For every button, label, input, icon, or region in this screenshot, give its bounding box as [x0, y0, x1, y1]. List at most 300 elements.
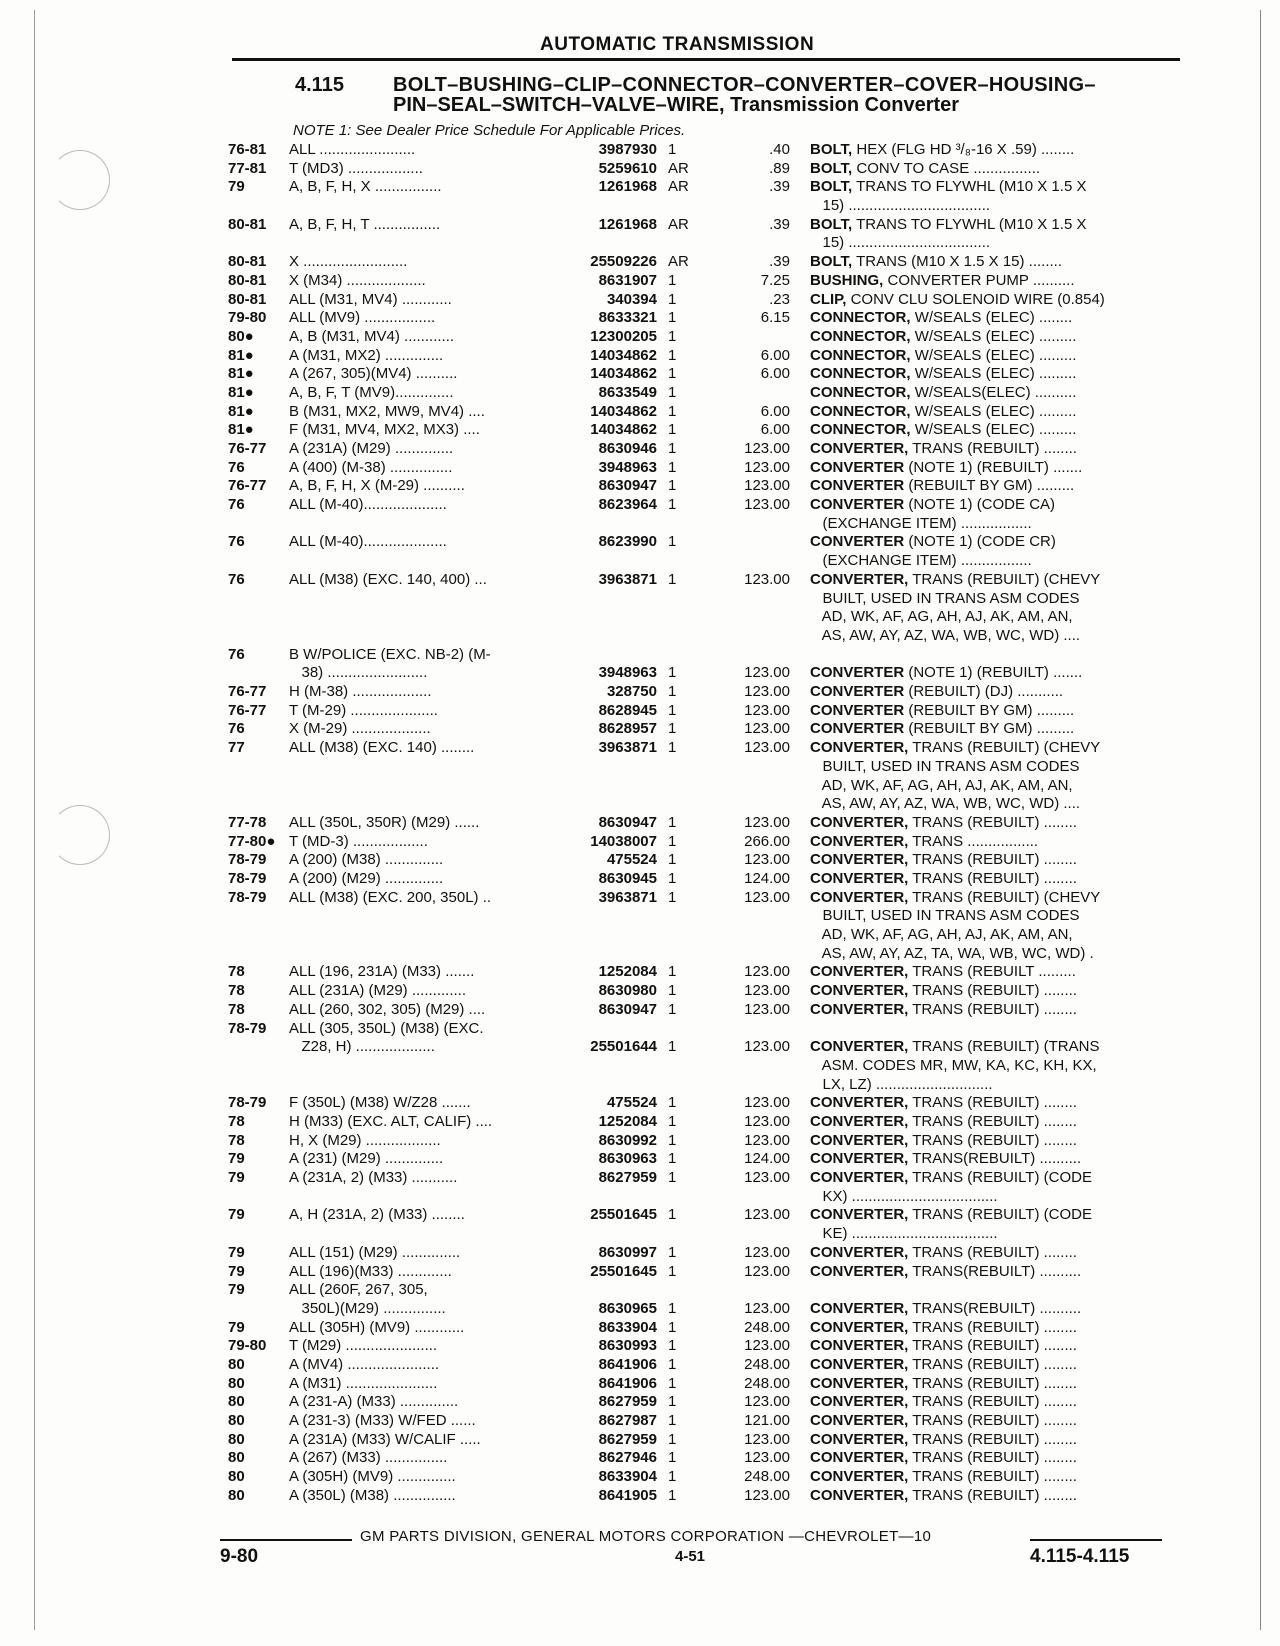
- part-model: H, X (M29) ..................: [289, 1131, 441, 1149]
- description-keyword: CLIP,: [810, 290, 847, 308]
- description-line: [810, 1356, 1175, 1375]
- part-quantity: 1: [668, 383, 677, 401]
- part-price: .23: [769, 290, 790, 308]
- part-quantity: 1: [668, 683, 677, 701]
- description-text: LX, LZ) ............................: [810, 1075, 993, 1093]
- description-line: [810, 758, 1175, 777]
- part-number: 8627959: [598, 1430, 657, 1448]
- part-description: [810, 1487, 1175, 1506]
- part-description: [810, 403, 1175, 422]
- part-years: 81●: [228, 402, 254, 420]
- part-years: 76: [228, 645, 245, 663]
- part-quantity: 1: [668, 832, 677, 850]
- description-text: TRANS (REBUILT) ........: [908, 851, 1077, 869]
- description-text: (REBUILT) (DJ) ...........: [904, 683, 1064, 701]
- part-years: 79: [228, 1262, 245, 1280]
- description-line: [810, 141, 1175, 160]
- part-quantity: 1: [668, 570, 677, 588]
- description-text: CONV TO CASE ................: [852, 159, 1041, 177]
- part-quantity: 1: [668, 1393, 677, 1411]
- part-description: [810, 963, 1175, 982]
- part-row: [0, 720, 1280, 739]
- part-price: 6.00: [760, 421, 790, 439]
- part-years: 76: [228, 720, 245, 738]
- part-years: 80: [228, 1355, 245, 1373]
- part-price: 123.00: [744, 477, 790, 495]
- part-description: [810, 739, 1175, 814]
- part-number: 328750: [606, 683, 657, 701]
- description-line: [810, 608, 1175, 627]
- part-model: A (231-3) (M33) W/FED ......: [289, 1412, 476, 1430]
- description-keyword: CONVERTER,: [810, 1412, 909, 1430]
- part-description: [810, 533, 1175, 570]
- description-keyword: CONVERTER,: [810, 963, 909, 981]
- description-text: (NOTE 1) (CODE CA): [904, 496, 1056, 514]
- part-description: [810, 1263, 1175, 1282]
- part-quantity: 1: [668, 851, 677, 869]
- description-line: [810, 664, 1175, 683]
- description-line: [810, 496, 1175, 515]
- part-description: [810, 1431, 1175, 1450]
- description-text: TRANS (REBUILT) ........: [908, 1412, 1077, 1430]
- part-years: 80: [228, 1486, 245, 1504]
- footer-date: 9-80: [220, 1546, 259, 1567]
- part-row: [0, 1412, 1280, 1431]
- description-keyword: CONVERTER,: [810, 1169, 909, 1187]
- description-keyword: CONVERTER: [810, 683, 905, 701]
- part-years: 79: [228, 178, 245, 196]
- part-row: [0, 571, 1280, 646]
- description-line: [810, 702, 1175, 721]
- part-row: [0, 1356, 1280, 1375]
- section-title-line2-plain: Transmission Converter: [724, 94, 960, 116]
- part-description: [810, 1449, 1175, 1468]
- description-text: (REBUILT BY GM) .........: [904, 720, 1075, 738]
- part-quantity: 1: [668, 271, 677, 289]
- part-row: [0, 440, 1280, 459]
- part-description: [810, 178, 1175, 215]
- part-model: ALL (M31, MV4) ............: [289, 290, 452, 308]
- part-description: [810, 141, 1175, 160]
- part-price: .39: [769, 178, 790, 196]
- part-price: 6.15: [760, 309, 790, 327]
- part-description: [810, 216, 1175, 253]
- section-title-line2-bold: PIN–SEAL–SWITCH–VALVE–WIRE,: [393, 94, 725, 116]
- description-text: CONVERTER PUMP ..........: [883, 271, 1075, 289]
- part-years: 80-81: [228, 215, 267, 233]
- part-quantity: 1: [668, 1412, 677, 1430]
- part-description: [810, 1001, 1175, 1020]
- part-description: [810, 1244, 1175, 1263]
- part-row: [0, 1393, 1280, 1412]
- description-line: [810, 590, 1175, 609]
- part-model: A (231A) (M33) W/CALIF .....: [289, 1430, 481, 1448]
- description-keyword: CONVERTER: [810, 720, 905, 738]
- part-price: 6.00: [760, 365, 790, 383]
- description-keyword: CONVERTER,: [810, 440, 909, 458]
- part-description: [810, 272, 1175, 291]
- part-number: 8633904: [598, 1318, 657, 1336]
- description-keyword: CONVERTER,: [810, 813, 909, 831]
- description-line: [810, 309, 1175, 328]
- part-row: [0, 1281, 1280, 1300]
- part-row: [0, 982, 1280, 1001]
- description-keyword: CONNECTOR,: [810, 309, 911, 327]
- part-row: [0, 328, 1280, 347]
- description-text: TRANS (REBUILT) ........: [908, 1318, 1077, 1336]
- part-description: [810, 1468, 1175, 1487]
- footer-rule-left: [220, 1539, 352, 1541]
- part-price: 6.00: [760, 402, 790, 420]
- description-keyword: CONVERTER,: [810, 570, 909, 588]
- part-years: 78-79: [228, 851, 267, 869]
- part-quantity: 1: [668, 309, 677, 327]
- description-line: [810, 1449, 1175, 1468]
- description-line: [810, 440, 1175, 459]
- part-number: 8630965: [598, 1299, 657, 1317]
- part-model: A (M31, MX2) ..............: [289, 346, 444, 364]
- part-number: 340394: [606, 290, 657, 308]
- part-number: 8630945: [598, 869, 657, 887]
- description-text: TRANS TO FLYWHL (M10 X 1.5 X: [852, 215, 1087, 233]
- part-price: 123.00: [744, 1112, 790, 1130]
- part-quantity: 1: [668, 1374, 677, 1392]
- description-keyword: CONVERTER,: [810, 1318, 909, 1336]
- part-description: [810, 1300, 1175, 1319]
- part-quantity: AR: [668, 178, 689, 196]
- part-model: A (267) (M33) ...............: [289, 1449, 448, 1467]
- part-description: [810, 1375, 1175, 1394]
- description-keyword: CONVERTER: [810, 533, 905, 551]
- part-model: A, B, F, H, X (M-29) ..........: [289, 477, 465, 495]
- part-quantity: 1: [668, 888, 677, 906]
- part-description: [810, 889, 1175, 964]
- part-model: T (MD3) ..................: [289, 159, 423, 177]
- description-keyword: CONVERTER: [810, 496, 905, 514]
- description-line: [810, 365, 1175, 384]
- part-years: 77-81: [228, 159, 267, 177]
- part-row: [0, 1263, 1280, 1282]
- description-keyword: BOLT,: [810, 178, 853, 196]
- part-model: ALL (260F, 267, 305,: [289, 1281, 428, 1299]
- part-number: 12300205: [590, 327, 657, 345]
- description-line: [810, 963, 1175, 982]
- part-description: [810, 1094, 1175, 1113]
- description-line: [810, 1094, 1175, 1113]
- part-number: 8633549: [598, 383, 657, 401]
- part-number: 8630992: [598, 1131, 657, 1149]
- description-line: [810, 982, 1175, 1001]
- part-number: 14034862: [590, 346, 657, 364]
- description-text: TRANS (REBUILT) ........: [908, 869, 1077, 887]
- part-row: [0, 403, 1280, 422]
- part-description: [810, 365, 1175, 384]
- part-number: 8633321: [598, 309, 657, 327]
- part-model: ALL (231A) (M29) .............: [289, 982, 467, 1000]
- part-model: A, B, F, H, X ................: [289, 178, 442, 196]
- part-number: 14034862: [590, 365, 657, 383]
- part-model: T (M-29) .....................: [289, 701, 438, 719]
- part-description: [810, 870, 1175, 889]
- part-number: 8641906: [598, 1355, 657, 1373]
- description-text: TRANS (REBUILT) (CODE: [908, 1169, 1092, 1187]
- part-years: 77-80●: [228, 832, 276, 850]
- description-text: BUILT, USED IN TRANS ASM CODES: [810, 757, 1080, 775]
- description-keyword: CONVERTER,: [810, 739, 909, 757]
- description-text: TRANS (REBUILT) ........: [908, 1430, 1077, 1448]
- part-years: 80: [228, 1430, 245, 1448]
- description-text: (EXCHANGE ITEM) .................: [810, 552, 1032, 570]
- description-line: [810, 1300, 1175, 1319]
- part-price: 124.00: [744, 1150, 790, 1168]
- description-line: [810, 926, 1175, 945]
- description-line: [810, 328, 1175, 347]
- part-description: [810, 347, 1175, 366]
- part-years: 80: [228, 1449, 245, 1467]
- part-quantity: 1: [668, 701, 677, 719]
- part-number: 25501644: [590, 1038, 657, 1056]
- part-row: [0, 291, 1280, 310]
- description-line: [810, 234, 1175, 253]
- description-keyword: CONVERTER,: [810, 851, 909, 869]
- part-model: ALL (M38) (EXC. 200, 350L) ..: [289, 888, 492, 906]
- part-model: ALL (305H) (MV9) ............: [289, 1318, 465, 1336]
- part-description: [810, 702, 1175, 721]
- part-years: 76: [228, 496, 245, 514]
- part-row: [0, 253, 1280, 272]
- part-row: [0, 1468, 1280, 1487]
- description-line: [810, 777, 1175, 796]
- description-line: [810, 403, 1175, 422]
- part-model: A (M31) ......................: [289, 1374, 438, 1392]
- part-description: [810, 1169, 1175, 1206]
- part-model: A (200) (M29) ..............: [289, 869, 444, 887]
- description-line: [810, 347, 1175, 366]
- description-line: [810, 1038, 1175, 1057]
- part-description: [810, 160, 1175, 179]
- description-text: TRANS (REBUILT) (CHEVY: [908, 570, 1101, 588]
- description-keyword: CONVERTER,: [810, 1112, 909, 1130]
- part-model: A, H (231A, 2) (M33) ........: [289, 1206, 465, 1224]
- description-keyword: CONVERTER,: [810, 1243, 909, 1261]
- description-keyword: CONVERTER,: [810, 1206, 909, 1224]
- part-model: A (MV4) ......................: [289, 1355, 440, 1373]
- part-model: Z28, H) ...................: [289, 1038, 435, 1056]
- description-text: TRANS TO FLYWHL (M10 X 1.5 X: [852, 178, 1087, 196]
- description-text: W/SEALS (ELEC) .........: [910, 346, 1077, 364]
- part-quantity: 1: [668, 1112, 677, 1130]
- part-model: ALL (M38) (EXC. 140, 400) ...: [289, 570, 487, 588]
- part-quantity: 1: [668, 813, 677, 831]
- part-years: 81●: [228, 383, 254, 401]
- description-keyword: CONVERTER,: [810, 1000, 909, 1018]
- part-row: [0, 889, 1280, 964]
- part-quantity: 1: [668, 1430, 677, 1448]
- part-row: [0, 477, 1280, 496]
- part-model: T (MD-3) ..................: [289, 832, 428, 850]
- part-description: [810, 1337, 1175, 1356]
- part-quantity: 1: [668, 533, 677, 551]
- part-years: 76-77: [228, 683, 267, 701]
- part-model: A, B, F, H, T ................: [289, 215, 441, 233]
- part-price: 123.00: [744, 664, 790, 682]
- description-keyword: CONVERTER,: [810, 1131, 909, 1149]
- part-row: [0, 664, 1280, 683]
- part-years: 78: [228, 982, 245, 1000]
- part-price: 6.00: [760, 346, 790, 364]
- description-line: [810, 421, 1175, 440]
- part-row: [0, 1431, 1280, 1450]
- part-model: A (231) (M29) ..............: [289, 1150, 444, 1168]
- description-line: [810, 178, 1175, 197]
- description-keyword: CONVERTER: [810, 477, 905, 495]
- description-keyword: CONVERTER,: [810, 869, 909, 887]
- part-row: [0, 833, 1280, 852]
- description-keyword: CONVERTER,: [810, 832, 909, 850]
- description-text: (NOTE 1) (REBUILT) .......: [904, 664, 1083, 682]
- part-quantity: 1: [668, 1169, 677, 1187]
- part-number: 8623990: [598, 533, 657, 551]
- description-text: TRANS (REBUILT) ........: [908, 1393, 1077, 1411]
- description-text: TRANS (REBUILT) (CHEVY: [908, 888, 1101, 906]
- footer-publisher: GM PARTS DIVISION, GENERAL MOTORS CORPORATION —CHEVROLET—10: [360, 1528, 932, 1545]
- part-quantity: 1: [668, 421, 677, 439]
- part-number: 8630980: [598, 982, 657, 1000]
- part-years: 78-79: [228, 1019, 267, 1037]
- part-years: 79: [228, 1318, 245, 1336]
- part-row: [0, 963, 1280, 982]
- description-text: TRANS (REBUILT) (CODE: [908, 1206, 1092, 1224]
- part-row: [0, 141, 1280, 160]
- part-description: [810, 1113, 1175, 1132]
- description-text: TRANS (REBUILT) ........: [908, 982, 1077, 1000]
- part-price: .89: [769, 159, 790, 177]
- part-years: 80: [228, 1374, 245, 1392]
- description-line: [810, 1001, 1175, 1020]
- part-price: 248.00: [744, 1318, 790, 1336]
- part-quantity: 1: [668, 402, 677, 420]
- part-price: 123.00: [744, 1169, 790, 1187]
- part-model: A (231-A) (M33) ..............: [289, 1393, 459, 1411]
- part-row: [0, 160, 1280, 179]
- part-row: [0, 216, 1280, 253]
- part-years: 80-81: [228, 290, 267, 308]
- part-quantity: 1: [668, 1131, 677, 1149]
- description-line: [810, 739, 1175, 758]
- part-model: B W/POLICE (EXC. NB-2) (M-: [289, 645, 491, 663]
- part-quantity: 1: [668, 458, 677, 476]
- section-title-line2: [393, 94, 959, 117]
- part-description: [810, 1132, 1175, 1151]
- part-price: 248.00: [744, 1468, 790, 1486]
- part-model: A (305H) (MV9) ..............: [289, 1468, 456, 1486]
- description-line: [810, 253, 1175, 272]
- description-text: TRANS (REBUILT) ........: [908, 1355, 1077, 1373]
- description-text: KE) ...................................: [810, 1225, 998, 1243]
- description-text: TRANS (REBUILT) ........: [908, 1468, 1077, 1486]
- description-line: [810, 1319, 1175, 1338]
- part-number: 14038007: [590, 832, 657, 850]
- part-quantity: 1: [668, 1150, 677, 1168]
- part-number: 1261968: [598, 178, 657, 196]
- part-quantity: AR: [668, 215, 689, 233]
- description-text: 15) ..................................: [810, 234, 991, 252]
- part-price: 123.00: [744, 739, 790, 757]
- description-line: [810, 1337, 1175, 1356]
- part-years: 80: [228, 1468, 245, 1486]
- description-line: [810, 833, 1175, 852]
- description-text: TRANS (REBUILT) ........: [908, 1486, 1077, 1504]
- part-row: [0, 365, 1280, 384]
- description-text: (REBUILT BY GM) .........: [904, 477, 1075, 495]
- description-text: TRANS (REBUILT) (TRANS: [908, 1038, 1100, 1056]
- part-model: F (M31, MV4, MX2, MX3) ....: [289, 421, 480, 439]
- part-model: ALL (196)(M33) .............: [289, 1262, 452, 1280]
- part-description: [810, 683, 1175, 702]
- part-price: 123.00: [744, 813, 790, 831]
- description-text: HEX (FLG HD ³/₈-16 X .59) ........: [852, 141, 1075, 158]
- description-keyword: BUSHING,: [810, 271, 884, 289]
- description-text: TRANS (REBUILT) (CHEVY: [908, 739, 1101, 757]
- description-line: [810, 216, 1175, 235]
- part-price: 123.00: [744, 683, 790, 701]
- description-line: [810, 552, 1175, 571]
- description-text: W/SEALS (ELEC) ........: [910, 309, 1073, 327]
- part-price: 123.00: [744, 1430, 790, 1448]
- part-row: [0, 702, 1280, 721]
- part-model: H (M33) (EXC. ALT, CALIF) ....: [289, 1112, 493, 1130]
- description-line: [810, 1169, 1175, 1188]
- part-model: ALL (MV9) .................: [289, 309, 436, 327]
- part-price: 248.00: [744, 1374, 790, 1392]
- part-years: 78: [228, 1112, 245, 1130]
- description-keyword: BOLT,: [810, 159, 853, 177]
- description-line: [810, 477, 1175, 496]
- part-number: 8627959: [598, 1169, 657, 1187]
- description-keyword: CONVERTER,: [810, 1449, 909, 1467]
- description-text: (NOTE 1) (REBUILT) .......: [904, 458, 1083, 476]
- description-text: AD, WK, AF, AG, AH, AJ, AK, AM, AN,: [810, 926, 1073, 944]
- part-quantity: 1: [668, 1094, 677, 1112]
- part-model: ALL (196, 231A) (M33) .......: [289, 963, 475, 981]
- part-price: 123.00: [744, 440, 790, 458]
- part-row: [0, 1150, 1280, 1169]
- part-years: 78: [228, 963, 245, 981]
- part-quantity: 1: [668, 477, 677, 495]
- part-years: 76-81: [228, 141, 267, 158]
- description-keyword: CONVERTER,: [810, 1299, 909, 1317]
- part-number: 8630993: [598, 1337, 657, 1355]
- part-row: [0, 1094, 1280, 1113]
- part-years: 81●: [228, 365, 254, 383]
- part-years: 78-79: [228, 869, 267, 887]
- part-price: 7.25: [760, 271, 790, 289]
- part-row: [0, 1113, 1280, 1132]
- description-line: [810, 1150, 1175, 1169]
- part-model: ALL (350L, 350R) (M29) ......: [289, 813, 480, 831]
- part-quantity: 1: [668, 440, 677, 458]
- part-row: [0, 384, 1280, 403]
- part-quantity: 1: [668, 1355, 677, 1373]
- part-number: 3948963: [598, 664, 657, 682]
- part-number: 8628945: [598, 701, 657, 719]
- description-text: W/SEALS (ELEC) .........: [910, 327, 1077, 345]
- part-row: [0, 1375, 1280, 1394]
- section-note: NOTE 1: See Dealer Price Schedule For Applicable Prices.: [293, 122, 686, 139]
- part-price: 248.00: [744, 1355, 790, 1373]
- description-text: TRANS (REBUILT) ........: [908, 1337, 1077, 1355]
- part-years: 80-81: [228, 253, 267, 271]
